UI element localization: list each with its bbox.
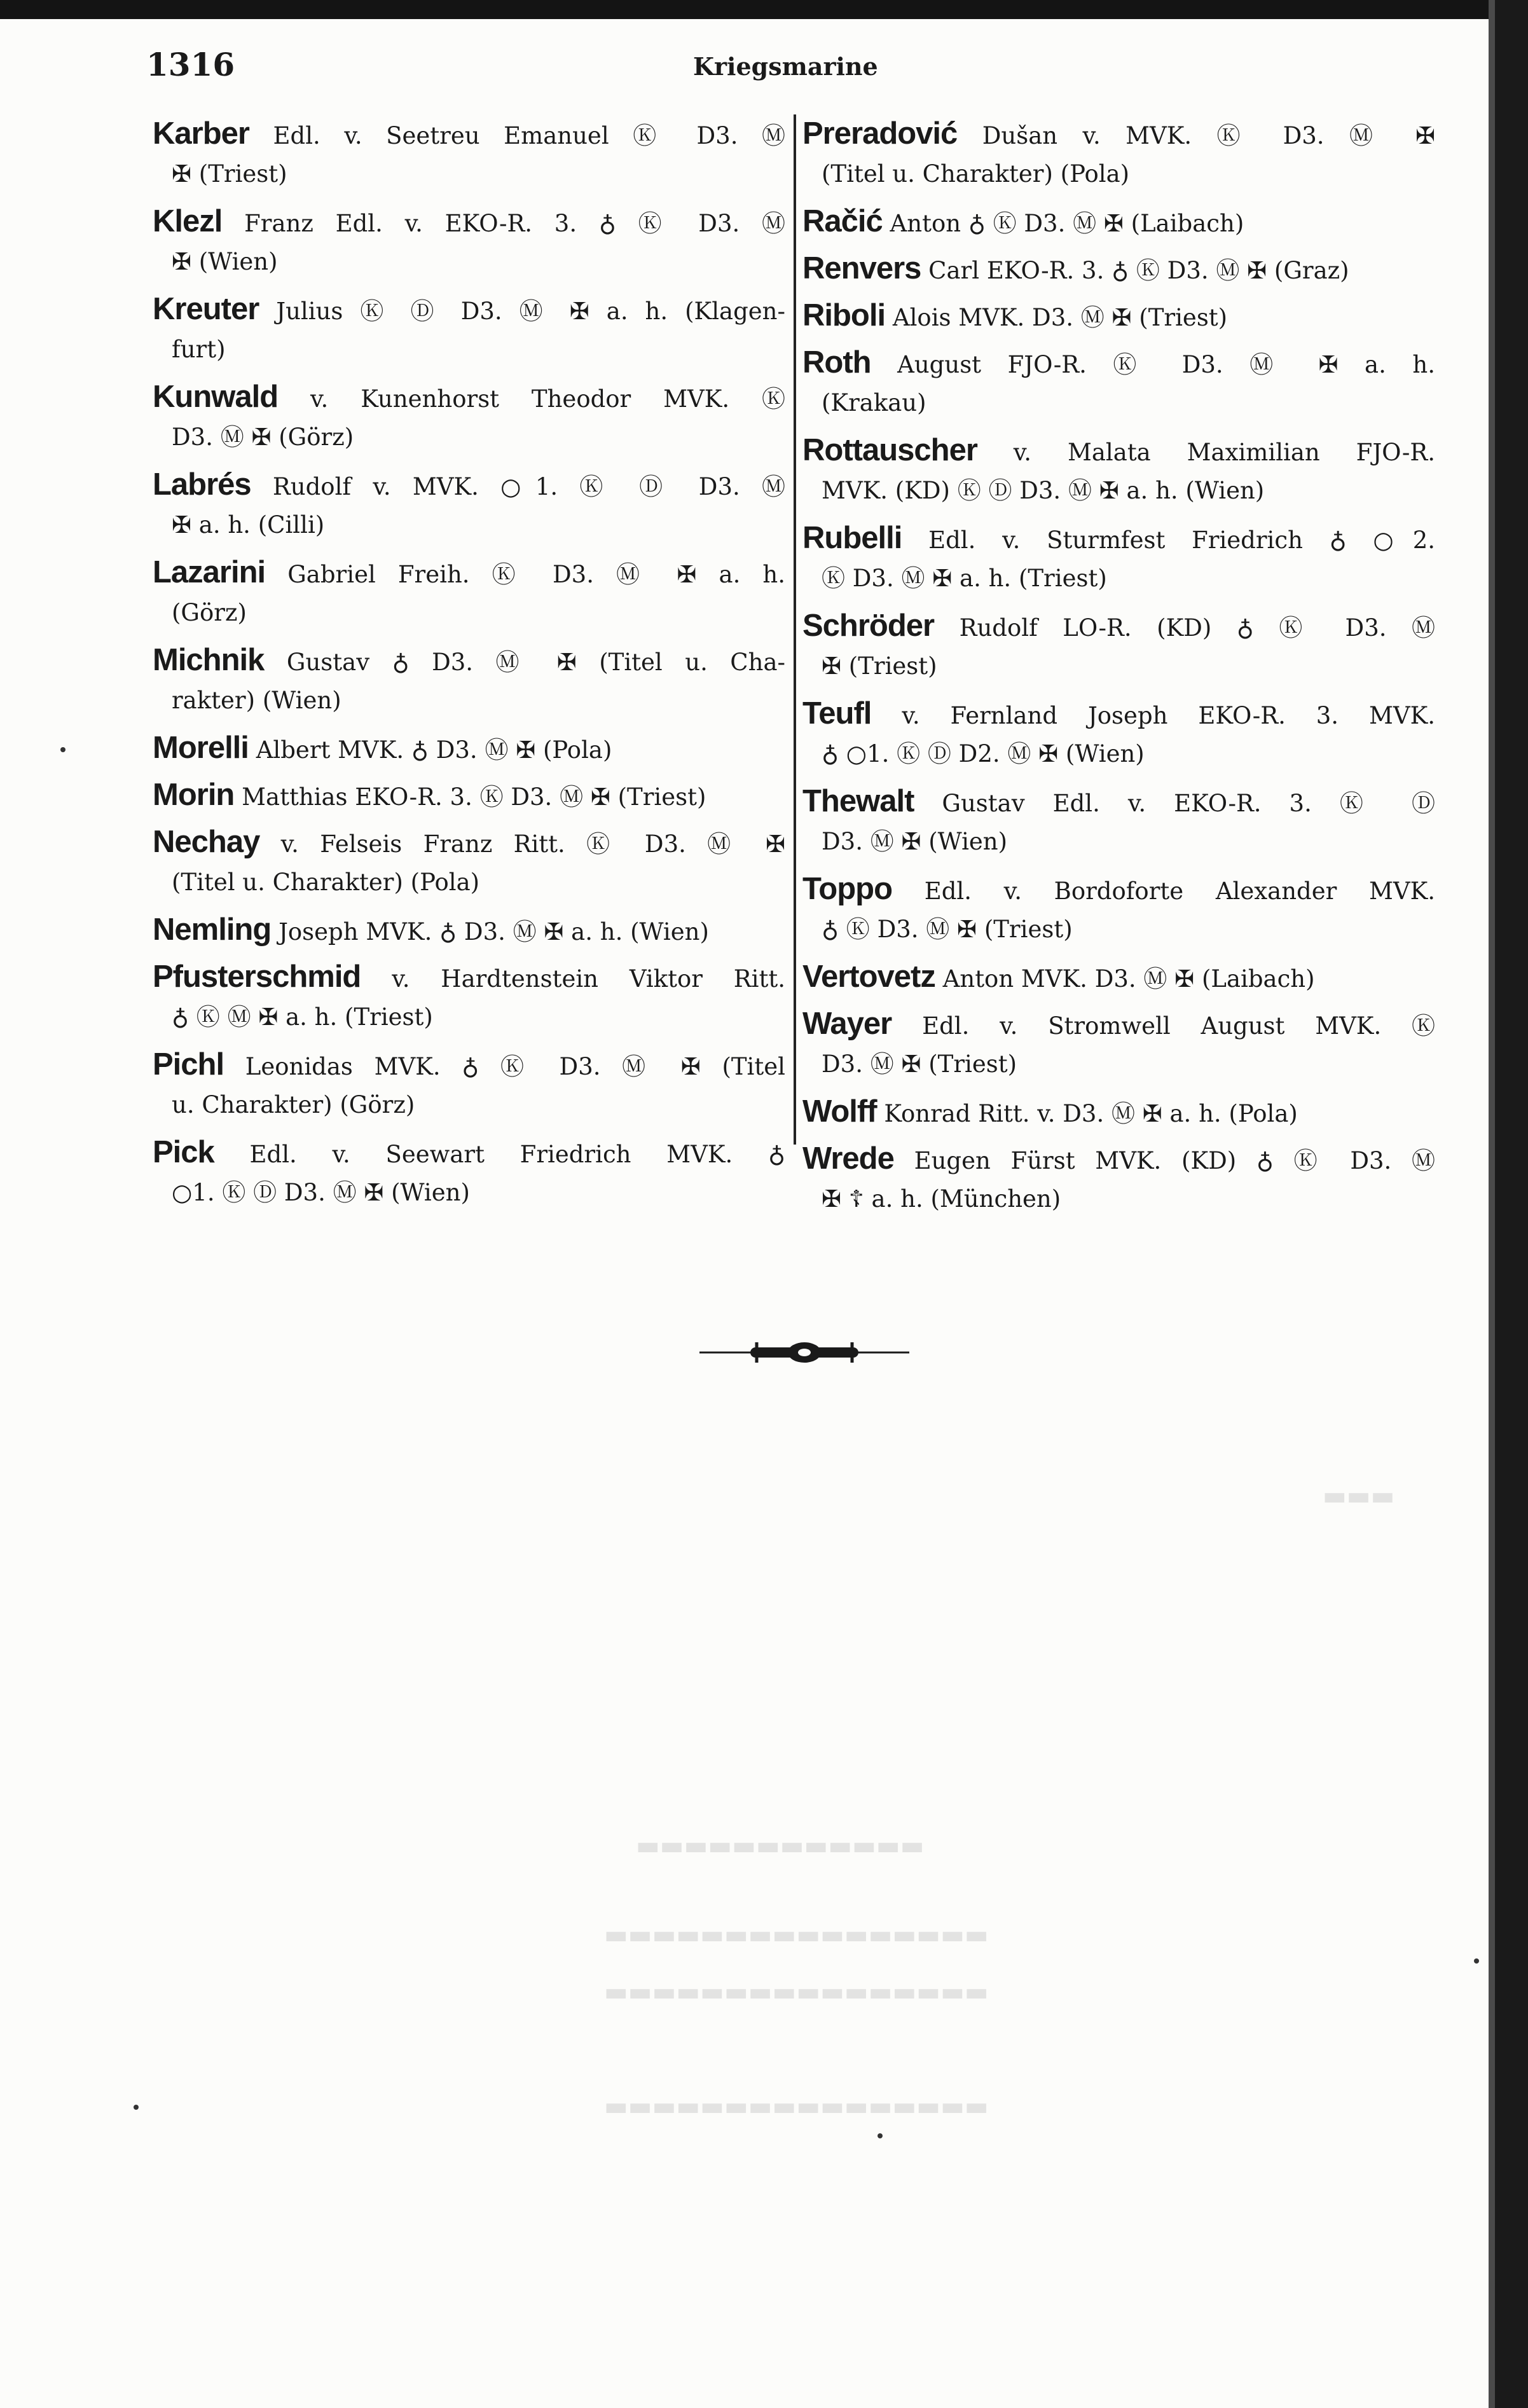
entry-continuation-line	[802, 1044, 1435, 1085]
register-entry	[802, 1003, 1435, 1085]
entry-surname: Thewalt	[802, 784, 914, 818]
running-head: Kriegsmarine	[693, 52, 878, 81]
entry-text: (Titel u. Charakter) (Pola)	[822, 160, 1130, 188]
entry-text: Konrad Ritt. v. D3. Ⓜ ✠ a. h. (Pola)	[884, 1100, 1298, 1127]
entry-surname: Lazarini	[153, 555, 266, 589]
entry-text: Anton MVK. D3. Ⓜ ✠ (Laibach)	[942, 965, 1315, 993]
entry-continuation-line	[802, 646, 1435, 687]
entry-first-line	[802, 956, 1435, 997]
register-entry	[802, 605, 1435, 687]
entry-first-line	[802, 113, 1435, 154]
entry-surname: Toppo	[802, 872, 893, 906]
entry-text: Franz Edl. v. EKO-R. 3. ♁ Ⓚ D3. Ⓜ	[244, 210, 785, 237]
entry-surname: Michnik	[153, 643, 265, 677]
entry-text: Eugen Fürst MVK. (KD) ♁ Ⓚ D3. Ⓜ	[914, 1147, 1435, 1174]
scan-border-top	[0, 0, 1528, 19]
entry-surname: Labrés	[153, 467, 251, 502]
entry-surname: Pick	[153, 1135, 214, 1169]
entry-first-line	[802, 605, 1435, 646]
entry-surname: Roth	[802, 345, 871, 380]
entry-continuation-line	[802, 734, 1435, 774]
column-divider	[794, 114, 796, 1145]
entry-first-line	[153, 727, 785, 768]
scan-border-right	[1495, 0, 1528, 2408]
paper-speck	[134, 2105, 139, 2110]
entry-continuation-line	[802, 471, 1435, 511]
bleed-through-heading: ▬▬▬▬▬▬▬▬▬▬▬▬	[636, 1831, 925, 1861]
entry-text: D3. Ⓜ ✠ (Triest)	[822, 1050, 1017, 1078]
entry-surname: Wolff	[802, 1094, 877, 1129]
entry-continuation-line	[153, 680, 785, 721]
entry-first-line	[153, 822, 785, 862]
entry-text: v. Felseis Franz Ritt. Ⓚ D3. Ⓜ ✠	[280, 830, 785, 858]
right-column	[802, 113, 1435, 1226]
entry-first-line	[802, 342, 1435, 383]
ornamental-divider-icon	[699, 1333, 909, 1372]
entry-surname: Karber	[153, 116, 249, 151]
entry-first-line	[153, 552, 785, 593]
paper-speck	[60, 747, 65, 752]
entry-text: Dušan v. MVK. Ⓚ D3. Ⓜ ✠	[982, 122, 1435, 149]
entry-text: Alois MVK. D3. Ⓜ ✠ (Triest)	[892, 304, 1228, 331]
entry-first-line	[153, 201, 785, 242]
entry-text: ✠ a. h. (Cilli)	[172, 511, 325, 539]
entry-continuation-line	[153, 154, 785, 195]
bleed-through-line: ▬▬▬▬▬▬▬▬▬▬▬▬▬▬▬▬	[604, 1920, 989, 1950]
entry-surname: Vertovetz	[802, 960, 935, 994]
register-entry	[802, 781, 1435, 862]
entry-first-line	[802, 201, 1435, 242]
bleed-through-line: ▬▬▬▬▬▬▬▬▬▬▬▬▬▬▬▬	[604, 2092, 989, 2121]
entry-surname: Preradović	[802, 116, 958, 151]
entry-text: ✠ (Triest)	[822, 652, 937, 680]
entry-surname: Rubelli	[802, 521, 902, 555]
entry-continuation-line	[153, 862, 785, 903]
entry-first-line	[802, 693, 1435, 734]
entry-continuation-line	[802, 909, 1435, 950]
entry-surname: Kreuter	[153, 292, 259, 326]
entry-surname: Nechay	[153, 825, 260, 859]
register-entry	[802, 201, 1435, 242]
entry-text: Gustav Edl. v. EKO-R. 3. Ⓚ Ⓓ	[942, 790, 1435, 817]
entry-surname: Rottauscher	[802, 433, 977, 467]
entry-text: Joseph MVK. ♁ D3. Ⓜ ✠ a. h. (Wien)	[279, 918, 709, 946]
entry-first-line	[153, 376, 785, 417]
register-entry	[153, 289, 785, 370]
entry-continuation-line	[153, 329, 785, 370]
entry-text: Anton ♁ Ⓚ D3. Ⓜ ✠ (Laibach)	[890, 210, 1244, 237]
entry-continuation-line	[802, 154, 1435, 195]
register-entry	[153, 909, 785, 950]
entry-text: Albert MVK. ♁ D3. Ⓜ ✠ (Pola)	[256, 736, 612, 764]
register-entry	[153, 464, 785, 546]
entry-text: v. Fernland Joseph EKO-R. 3. MVK.	[902, 702, 1435, 729]
register-entry	[802, 1091, 1435, 1132]
entry-text: Edl. v. Stromwell August MVK. Ⓚ	[922, 1012, 1435, 1040]
entry-text: rakter) (Wien)	[172, 687, 341, 714]
entry-text: (Titel u. Charakter) (Pola)	[172, 869, 480, 896]
entry-continuation-line	[153, 1173, 785, 1213]
register-entry	[802, 248, 1435, 289]
entry-first-line	[153, 113, 785, 154]
entry-text: D3. Ⓜ ✠ (Görz)	[172, 423, 354, 451]
register-entry	[802, 430, 1435, 511]
entry-first-line	[153, 464, 785, 505]
page-header	[146, 46, 1443, 90]
register-entry	[153, 822, 785, 903]
entry-text: ✠ ☦ a. h. (München)	[822, 1185, 1061, 1213]
entry-first-line	[153, 774, 785, 815]
register-entry	[153, 201, 785, 282]
entry-first-line	[153, 1044, 785, 1085]
entry-text: ✠ (Triest)	[172, 160, 287, 188]
entry-continuation-line	[153, 593, 785, 633]
entry-text: ✠ (Wien)	[172, 248, 278, 275]
scan-border-right-shadow	[1489, 0, 1495, 2408]
entry-first-line	[802, 248, 1435, 289]
entry-text: Edl. v. Seetreu Emanuel Ⓚ D3. Ⓜ	[273, 122, 785, 149]
register-entry	[153, 956, 785, 1038]
entry-surname: Pfusterschmid	[153, 960, 361, 994]
register-entry	[802, 342, 1435, 423]
register-entry	[802, 1138, 1435, 1220]
entry-continuation-line	[153, 1085, 785, 1125]
entry-text: Gabriel Freih. Ⓚ D3. Ⓜ ✠ a. h.	[287, 561, 785, 588]
register-entry	[153, 774, 785, 815]
entry-text: Carl EKO-R. 3. ♁ Ⓚ D3. Ⓜ ✠ (Graz)	[928, 257, 1349, 284]
entry-text: Rudolf v. MVK. ○1. Ⓚ Ⓓ D3. Ⓜ	[272, 473, 785, 500]
entry-text: v. Hardtenstein Viktor Ritt.	[392, 965, 785, 993]
paper-speck	[878, 2133, 883, 2138]
entry-first-line	[153, 956, 785, 997]
entry-first-line	[153, 909, 785, 950]
register-entry	[153, 113, 785, 195]
entry-first-line	[802, 781, 1435, 822]
entry-text: Julius Ⓚ Ⓓ D3. Ⓜ ✠ a. h. (Klagen-	[276, 298, 785, 325]
entry-surname: Kunwald	[153, 380, 279, 414]
entry-first-line	[153, 289, 785, 329]
entry-text: ○1. Ⓚ Ⓓ D3. Ⓜ ✠ (Wien)	[172, 1179, 470, 1206]
entry-continuation-line	[802, 558, 1435, 599]
register-entry	[802, 295, 1435, 336]
entry-surname: Wrede	[802, 1141, 894, 1176]
register-entry	[802, 113, 1435, 195]
bleed-through-line: ▬▬▬▬▬▬▬▬▬▬▬▬▬▬▬▬	[604, 1978, 989, 2007]
entry-continuation-line	[153, 417, 785, 458]
entry-text: (Krakau)	[822, 389, 926, 416]
register-entry	[153, 640, 785, 721]
entry-text: ♁ ○1. Ⓚ Ⓓ D2. Ⓜ ✠ (Wien)	[822, 740, 1145, 767]
entry-continuation-line	[153, 242, 785, 282]
entry-first-line	[153, 1132, 785, 1173]
left-column	[153, 113, 785, 1220]
entry-surname: Morelli	[153, 731, 249, 765]
entry-text: ♁ Ⓚ Ⓜ ✠ a. h. (Triest)	[172, 1003, 433, 1031]
entry-text: Rudolf LO-R. (KD) ♁ Ⓚ D3. Ⓜ	[959, 614, 1435, 642]
entry-continuation-line	[802, 383, 1435, 423]
entry-surname: Riboli	[802, 298, 886, 333]
entry-text: August FJO-R. Ⓚ D3. Ⓜ ✠ a. h.	[897, 351, 1435, 378]
entry-first-line	[802, 1091, 1435, 1132]
entry-first-line	[802, 869, 1435, 909]
entry-surname: Pichl	[153, 1047, 224, 1082]
register-entry	[802, 956, 1435, 997]
page-number: 1316	[146, 46, 235, 83]
entry-first-line	[802, 295, 1435, 336]
entry-text: v. Malata Maximilian FJO-R.	[1013, 439, 1435, 466]
entry-text: v. Kunenhorst Theodor MVK. Ⓚ	[310, 385, 785, 413]
entry-text: Edl. v. Sturmfest Friedrich ♁ ○2.	[928, 526, 1435, 554]
entry-text: furt)	[172, 336, 226, 363]
entry-text: ♁ Ⓚ D3. Ⓜ ✠ (Triest)	[822, 916, 1073, 943]
entry-text: u. Charakter) (Görz)	[172, 1091, 415, 1118]
register-entry	[153, 552, 785, 633]
entry-text: MVK. (KD) Ⓚ Ⓓ D3. Ⓜ ✠ a. h. (Wien)	[822, 477, 1265, 504]
entry-surname: Račić	[802, 204, 883, 238]
entry-continuation-line	[153, 997, 785, 1038]
register-entry	[153, 1132, 785, 1213]
entry-text: Leonidas MVK. ♁ Ⓚ D3. Ⓜ ✠ (Titel	[245, 1053, 785, 1080]
entry-text: D3. Ⓜ ✠ (Wien)	[822, 828, 1008, 855]
paper-speck	[1474, 1958, 1479, 1964]
entry-first-line	[802, 1138, 1435, 1179]
register-entry	[153, 727, 785, 768]
bleed-through-line: ▬▬▬	[1323, 1482, 1395, 1511]
entry-text: (Görz)	[172, 599, 247, 626]
entry-surname: Nemling	[153, 912, 272, 947]
entry-text: Edl. v. Seewart Friedrich MVK. ♁	[249, 1141, 785, 1168]
entry-text: Ⓚ D3. Ⓜ ✠ a. h. (Triest)	[822, 565, 1107, 592]
entry-text: Edl. v. Bordoforte Alexander MVK.	[924, 877, 1435, 905]
entry-surname: Klezl	[153, 204, 223, 238]
entry-surname: Morin	[153, 778, 235, 812]
entry-continuation-line	[802, 1179, 1435, 1220]
entry-continuation-line	[153, 505, 785, 546]
entry-continuation-line	[802, 822, 1435, 862]
register-entry	[153, 376, 785, 458]
entry-first-line	[802, 1003, 1435, 1044]
entry-text: Matthias EKO-R. 3. Ⓚ D3. Ⓜ ✠ (Triest)	[242, 783, 706, 811]
entry-surname: Renvers	[802, 251, 921, 286]
entry-first-line	[802, 430, 1435, 471]
register-entry	[802, 869, 1435, 950]
register-entry	[153, 1044, 785, 1125]
entry-first-line	[802, 518, 1435, 558]
register-entry	[802, 693, 1435, 774]
register-entry	[802, 518, 1435, 599]
entry-first-line	[153, 640, 785, 680]
entry-surname: Wayer	[802, 1007, 892, 1041]
entry-surname: Schröder	[802, 609, 935, 643]
entry-surname: Teufl	[802, 696, 872, 731]
entry-text: Gustav ♁ D3. Ⓜ ✠ (Titel u. Cha-	[286, 649, 785, 676]
